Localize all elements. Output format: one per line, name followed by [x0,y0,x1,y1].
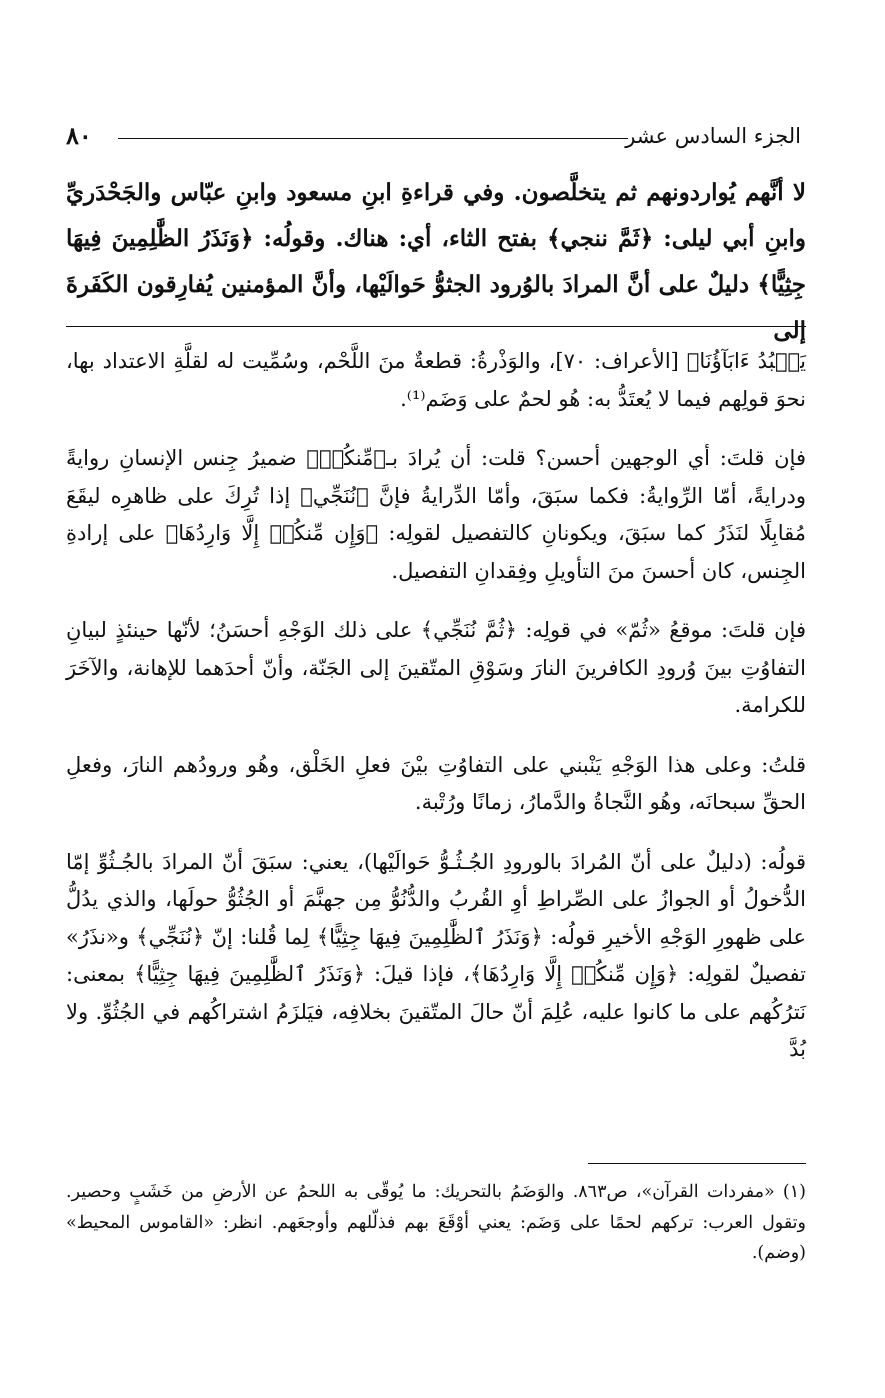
commentary-paragraph: فإن قلتَ: موقعُ «ثُمّ» في قولِه: ﴿ثُمَّ نُنَجِّي﴾ على ذلك الوَجْهِ أحسَنُ؛ لأنّها حينئذٍ لبيانِ التفاوُتِ بينَ وُرودِ الكافرينَ النارَ وسَوْقِ المتّقينَ إلى الجَنّة، وأنّ أحدَهما للإهانة، والآخَرَ للكرامة. [66,618,806,717]
commentary-paragraph: فإن قلتَ: أي الوجهين أحسن؟ قلت: أن يُرادَ بـ﴿مِّنكُمۡ﴾ ضميرُ جِنس الإنسانِ روايةً ودرايةً، أمّا الرِّوايةُ: فكما سبَقَ، وأمّا الدِّرايةُ فإنَّ ﴿نُنَجِّي﴾ إذا تُرِكَ على ظاهرِه ليقَعَ مُقابِلًا لنَذَرُ كما سبَقَ، ويكونانِ كالتفصيل لقولِه: ﴿وَإِن مِّنكُمۡ إِلَّا وَارِدُهَا﴾ على إرادةِ الجِنس، كان أحسنَ منَ التأويلِ وفِقدانِ التفصيل. [66,446,806,583]
header-rule [118,138,628,139]
footnote-divider [588,1163,806,1164]
main-text-divider [66,326,806,327]
main-text: لا أنَّهم يُواردونهم ثم يتخلَّصون. وفي قراءةِ ابنِ مسعود وابنِ عبّاس والجَحْدَريِّ وابنِ أبي ليلى: ﴿ثَمَّ ننجي﴾ بفتح الثاء، أي: هناك. وقولُه: ﴿وَنَذَرُ الظَّٰلِمِينَ فِيهَا جِثِيًّا﴾ دليلٌ على أنَّ المرادَ بالوُرود الجثوُّ حَوالَيْها، وأنَّ المؤمنين يُفارِقون الكَفَرةَ إلى [66,179,806,344]
part-title: الجزء السادس عشر [625,124,801,148]
running-head [66,118,801,154]
commentary [66,343,806,1091]
commentary-paragraph: يَعۡبُدُ ءَابَآؤُنَا﴾ [الأعراف: ٧٠]، والوَذْرةُ: قطعةٌ منَ اللَّحْم، وسُمِّيت له لقلَّةِ الاعتداد بها، نحوَ قولِهم فيما لا يُعتَدُّ به: هُو لحمٌ على وَضَم⁽¹⁾. [66,349,806,411]
page-number: ٨٠ [66,121,92,150]
commentary-paragraph: قولُه: (دليلٌ على أنّ المُرادَ بالورودِ الجُـثُـوُّ حَوالَيْها)، يعني: سبَقَ أنّ المرادَ بالجُـثُوِّ إمّا الدُّخولُ أو الجوازُ على الصِّراطِ أوِ القُربُ والدُّنُوُّ مِن جهنَّمَ أو الجُثُوُّ حولَها، والذي يدُلُّ على ظهورِ الوَجْهِ الأخيرِ قولُه: ﴿وَنَذَرُ ٱلظَّٰلِمِينَ فِيهَا جِثِيًّا﴾ لِما قُلنا: إنّ ﴿نُنَجِّي﴾ و«نذَرُ» تفصيلٌ لقولِه: ﴿وَإِن مِّنكُمۡ إِلَّا وَارِدُهَا﴾، فإذا قيلَ: ﴿وَنَذَرُ ٱلظَّٰلِمِينَ فِيهَا جِثِيًّا﴾ بمعنى: نَترُكُهم على ما كانوا عليه، عُلِمَ أنّ حالَ المتّقينَ بخلافِه، فيَلزَمُ اشتراكُهم في الجُثُوِّ. ولا بُدَّ [66,849,806,1061]
commentary-paragraph: قلتُ: وعلى هذا الوَجْهِ يَنْبني على التفاوُتِ بيْنَ فعلِ الخَلْق، وهُو ورودُهم النارَ، وفعلِ الحقِّ سبحانَه، وهُو النَّجاةُ والدَّمارُ، زمانًا ورُتْبة. [66,752,806,814]
footnote: (١) «مفردات القرآن»، ص٨٦٣. والوَضَمُ بالتحريك: ما يُوقّى به اللحمُ عن الأرضِ من خَشَبٍ وحصير. وتقول العرب: تركهم لحمًا على وَضَم: يعني أوْقَعَ بهم فذلّلهم وأوجعَهم. انظر: «القاموس المحيط» (وضم). [66,1182,806,1263]
